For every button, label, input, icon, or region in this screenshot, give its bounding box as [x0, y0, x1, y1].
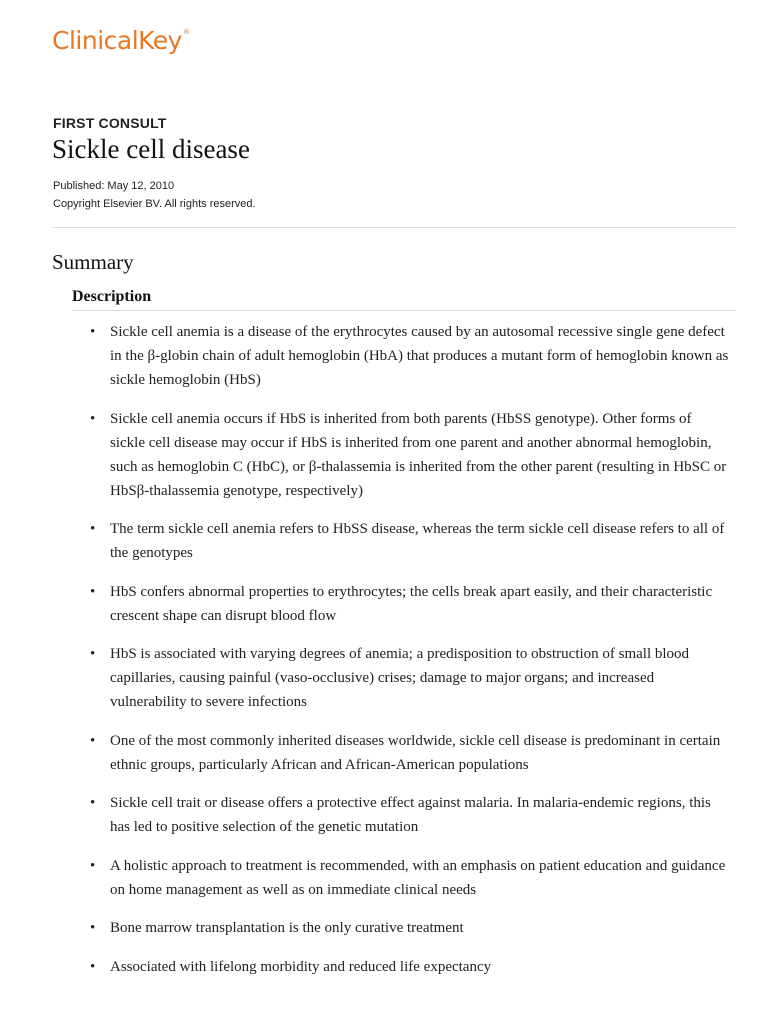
description-divider — [72, 310, 736, 311]
bullet-dot-icon: • — [90, 324, 96, 340]
summary-heading: Summary — [52, 250, 134, 274]
bullet-dot-icon: • — [90, 583, 96, 600]
logo-text: ClinicalKey — [52, 26, 182, 55]
bullet-text: Bone marrow transplantation is the only curative treatment — [110, 920, 464, 936]
bullet-item — [90, 955, 730, 979]
bullet-dot-icon: • — [90, 521, 96, 537]
bullet-item — [90, 580, 730, 628]
bullet-item — [90, 407, 730, 503]
description-heading: Description — [72, 288, 152, 305]
bullet-dot-icon: • — [90, 920, 96, 936]
bullet-item — [90, 517, 730, 565]
bullet-item — [90, 854, 730, 902]
bullet-item — [90, 320, 730, 392]
section-label: FIRST CONSULT — [53, 115, 167, 131]
bullet-text: One of the most commonly inherited diseases worldwide, sickle cell disease is predominant in certain ethnic groups, particularly African and African-American populations — [110, 732, 721, 773]
published-date: Published: May 12, 2010 — [53, 180, 175, 192]
bullet-dot-icon: • — [90, 795, 96, 811]
bullet-item — [90, 642, 730, 714]
bullet-dot-icon: • — [90, 410, 96, 427]
bullet-text: A holistic approach to treatment is recommended, with an emphasis on patient education and guidance on home management as well as on immediate clinical needs — [110, 857, 726, 898]
bullet-dot-icon: • — [90, 732, 96, 749]
bullet-text: HbS is associated with varying degrees of anemia; a predisposition to obstruction of small blood capillaries, causing painful (vaso-occlusive) crises; damage to major organs; and increased vulnerability to severe infections — [110, 646, 690, 710]
bullet-text: HbS confers abnormal properties to erythrocytes; the cells break apart easily, and their characteristic crescent shape can disrupt blood flow — [110, 583, 713, 624]
bullet-text: The term sickle cell anemia refers to HbSS disease, whereas the term sickle cell disease refers to all of the genotypes — [110, 521, 725, 561]
bullet-text: Sickle cell trait or disease offers a protective effect against malaria. In malaria-endemic regions, this has led to positive selection of the genetic mutation — [110, 795, 711, 835]
description-bullet-list — [90, 320, 730, 993]
page-title: Sickle cell disease — [52, 134, 250, 164]
bullet-item — [90, 729, 730, 777]
bullet-dot-icon: • — [90, 857, 96, 874]
clinicalkey-logo[interactable] — [52, 26, 189, 55]
bullet-text: Sickle cell anemia is a disease of the erythrocytes caused by an autosomal recessive single gene defect in the β-globin chain of adult hemoglobin (HbA) that produces a mutant form of hemoglobin known as sickle hemoglobin (HbS) — [110, 324, 729, 388]
bullet-item — [90, 791, 730, 839]
bullet-item — [90, 916, 730, 940]
header-divider — [52, 227, 736, 228]
copyright-notice: Copyright Elsevier BV. All rights reserved. — [53, 198, 256, 210]
bullet-dot-icon: • — [90, 958, 96, 975]
bullet-text: Associated with lifelong morbidity and reduced life expectancy — [110, 958, 492, 975]
registered-mark: ® — [182, 27, 190, 36]
bullet-text: Sickle cell anemia occurs if HbS is inherited from both parents (HbSS genotype). Other forms of sickle cell disease may occur if HbS is inherited from one parent and another abnormal hemoglobin, such as hemoglobin C (HbC), or β-thalassemia is inherited from the other parent (resulting in HbSC or HbSβ-thalassemia genotype, respectively) — [110, 410, 727, 499]
bullet-dot-icon: • — [90, 646, 96, 662]
